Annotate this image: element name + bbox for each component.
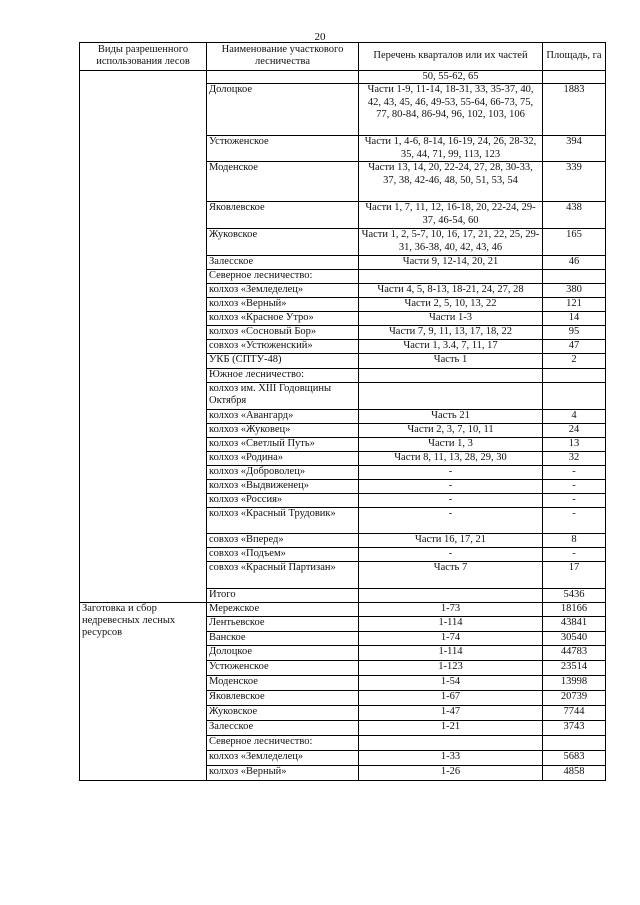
table-header-row xyxy=(80,43,606,71)
forestry-name-cell: Залесское xyxy=(207,720,359,735)
area-cell: 46 xyxy=(543,256,606,270)
area-cell: 380 xyxy=(543,284,606,298)
quarters-cell xyxy=(359,735,543,750)
quarters-cell: Части 1, 2, 5-7, 10, 16, 17, 21, 22, 25, 29-31, 36-38, 40, 42, 43, 46 xyxy=(359,229,543,256)
quarters-cell: Части 2, 5, 10, 13, 22 xyxy=(359,298,543,312)
area-cell: 13 xyxy=(543,437,606,451)
area-cell xyxy=(543,369,606,382)
quarters-cell: Части 8, 11, 13, 28, 29, 30 xyxy=(359,451,543,465)
area-cell: 44783 xyxy=(543,645,606,660)
forestry-name-cell: колхоз им. XIII Годовщины Октября xyxy=(207,382,359,409)
area-cell: 394 xyxy=(543,136,606,162)
forestry-name-cell: Жуковское xyxy=(207,705,359,720)
quarters-cell: 1-67 xyxy=(359,690,543,705)
forestry-name-cell: Долоцкое xyxy=(207,645,359,660)
area-cell: 20739 xyxy=(543,690,606,705)
header-use-type: Виды разрешенного использования лесов xyxy=(80,43,207,71)
quarters-cell: 1-26 xyxy=(359,765,543,780)
forestry-name-cell: Яковлевское xyxy=(207,202,359,229)
area-cell: 14 xyxy=(543,312,606,326)
area-cell: 4858 xyxy=(543,765,606,780)
forestry-name-cell: Лентьевское xyxy=(207,616,359,631)
area-cell: 165 xyxy=(543,229,606,256)
quarters-cell: 1-54 xyxy=(359,675,543,690)
forestry-name-cell: колхоз «Сосновый Бор» xyxy=(207,326,359,340)
quarters-cell: Части 9, 12-14, 20, 21 xyxy=(359,256,543,270)
forestry-name-cell: совхоз «Устюженский» xyxy=(207,340,359,354)
area-cell: 2 xyxy=(543,354,606,369)
header-forestry-name: Наименование участкового лесничества xyxy=(207,43,359,71)
area-cell: 5683 xyxy=(543,750,606,765)
quarters-cell: 1-74 xyxy=(359,631,543,645)
forestry-name-cell: колхоз «Светлый Путь» xyxy=(207,437,359,451)
forestry-name-cell: Жуковское xyxy=(207,229,359,256)
area-cell: 30540 xyxy=(543,631,606,645)
forestry-name-cell: Устюженское xyxy=(207,136,359,162)
forestry-name-cell: Южное лесничество: xyxy=(207,369,359,382)
table-row xyxy=(80,602,606,616)
area-cell: 438 xyxy=(543,202,606,229)
quarters-cell: Части 1, 3 xyxy=(359,437,543,451)
quarters-cell xyxy=(359,382,543,409)
area-cell: 8 xyxy=(543,533,606,547)
quarters-cell: Часть 1 xyxy=(359,354,543,369)
quarters-cell: 1-33 xyxy=(359,750,543,765)
area-cell: - xyxy=(543,507,606,533)
area-cell xyxy=(543,735,606,750)
quarters-cell: Части 13, 14, 20, 22-24, 27, 28, 30-33, 37, 38, 42-46, 48, 50, 51, 53, 54 xyxy=(359,162,543,202)
quarters-cell: Части 4, 5, 8-13, 18-21, 24, 27, 28 xyxy=(359,284,543,298)
use-category-cell xyxy=(80,70,207,602)
forestry-name-cell: Мережское xyxy=(207,602,359,616)
quarters-cell: 1-114 xyxy=(359,616,543,631)
quarters-cell xyxy=(359,270,543,284)
quarters-cell: - xyxy=(359,465,543,479)
quarters-cell: Части 2, 3, 7, 10, 11 xyxy=(359,423,543,437)
area-cell: 4 xyxy=(543,409,606,423)
area-cell: - xyxy=(543,465,606,479)
forestry-name-cell: Моденское xyxy=(207,162,359,202)
forestry-name-cell: колхоз «Жуковец» xyxy=(207,423,359,437)
area-cell: 1883 xyxy=(543,84,606,136)
quarters-cell: Часть 7 xyxy=(359,561,543,588)
forestry-name-cell: колхоз «Красный Трудовик» xyxy=(207,507,359,533)
forestry-name-cell: Ванское xyxy=(207,631,359,645)
area-cell: 17 xyxy=(543,561,606,588)
use-category-cell: Заготовка и сбор недревесных лесных ресурсов xyxy=(80,602,207,780)
forestry-name-cell: Яковлевское xyxy=(207,690,359,705)
quarters-cell: Части 1-9, 11-14, 18-31, 33, 35-37, 40, 42, 43, 45, 46, 49-53, 55-64, 66-73, 75, 77, 80-84, 86-94, 96, 102, 103, 106 xyxy=(359,84,543,136)
forestry-name-cell: колхоз «Авангард» xyxy=(207,409,359,423)
quarters-cell: Части 7, 9, 11, 13, 17, 18, 22 xyxy=(359,326,543,340)
header-quarters-list: Перечень кварталов или их частей xyxy=(359,43,543,71)
area-cell: 47 xyxy=(543,340,606,354)
area-cell: 3743 xyxy=(543,720,606,735)
quarters-cell: 1-123 xyxy=(359,660,543,675)
area-cell: - xyxy=(543,479,606,493)
area-cell: 18166 xyxy=(543,602,606,616)
area-cell: 121 xyxy=(543,298,606,312)
quarters-cell: - xyxy=(359,479,543,493)
forestry-name-cell: Моденское xyxy=(207,675,359,690)
forestry-name-cell: колхоз «Россия» xyxy=(207,493,359,507)
area-cell: 7744 xyxy=(543,705,606,720)
quarters-cell: - xyxy=(359,507,543,533)
area-cell xyxy=(543,70,606,83)
forestry-name-cell: колхоз «Выдвиженец» xyxy=(207,479,359,493)
area-cell: 23514 xyxy=(543,660,606,675)
page-number: 20 xyxy=(314,31,326,43)
quarters-cell: Части 1, 7, 11, 12, 16-18, 20, 22-24, 29-37, 46-54, 60 xyxy=(359,202,543,229)
quarters-cell: Части 16, 17, 21 xyxy=(359,533,543,547)
area-cell: 24 xyxy=(543,423,606,437)
table-body xyxy=(80,70,606,780)
forestry-name-cell xyxy=(207,70,359,83)
area-cell: 13998 xyxy=(543,675,606,690)
area-cell xyxy=(543,270,606,284)
quarters-cell: Части 1, 3.4, 7, 11, 17 xyxy=(359,340,543,354)
forestry-name-cell: совхоз «Красный Партизан» xyxy=(207,561,359,588)
forestry-name-cell: УКБ (СПТУ-48) xyxy=(207,354,359,369)
area-cell: 32 xyxy=(543,451,606,465)
quarters-cell xyxy=(359,588,543,602)
forestry-name-cell: колхоз «Земледелец» xyxy=(207,750,359,765)
forestry-name-cell: Итого xyxy=(207,588,359,602)
quarters-cell: - xyxy=(359,493,543,507)
quarters-cell: 1-114 xyxy=(359,645,543,660)
header-area: Площадь, га xyxy=(543,43,606,71)
area-cell: 5436 xyxy=(543,588,606,602)
forestry-name-cell: колхоз «Верный» xyxy=(207,298,359,312)
area-cell: 43841 xyxy=(543,616,606,631)
forestry-name-cell: колхоз «Верный» xyxy=(207,765,359,780)
quarters-cell: 1-21 xyxy=(359,720,543,735)
quarters-cell xyxy=(359,369,543,382)
forestry-name-cell: совхоз «Подъем» xyxy=(207,547,359,561)
area-cell: 339 xyxy=(543,162,606,202)
quarters-cell: Часть 21 xyxy=(359,409,543,423)
quarters-cell: 1-73 xyxy=(359,602,543,616)
forestry-name-cell: Залесское xyxy=(207,256,359,270)
area-cell: - xyxy=(543,493,606,507)
area-cell: 95 xyxy=(543,326,606,340)
area-cell xyxy=(543,382,606,409)
forestry-name-cell: Северное лесничество: xyxy=(207,270,359,284)
quarters-cell: 50, 55-62, 65 xyxy=(359,70,543,83)
area-cell: - xyxy=(543,547,606,561)
forestry-name-cell: колхоз «Красное Утро» xyxy=(207,312,359,326)
forestry-name-cell: Устюженское xyxy=(207,660,359,675)
forestry-name-cell: совхоз «Вперед» xyxy=(207,533,359,547)
quarters-cell: Части 1, 4-6, 8-14, 16-19, 24, 26, 28-32, 35, 44, 71, 99, 113, 123 xyxy=(359,136,543,162)
forestry-name-cell: Северное лесничество: xyxy=(207,735,359,750)
table-row xyxy=(80,70,606,83)
quarters-cell: - xyxy=(359,547,543,561)
quarters-cell: Части 1-3 xyxy=(359,312,543,326)
forestry-name-cell: Долоцкое xyxy=(207,84,359,136)
forestry-name-cell: колхоз «Земледелец» xyxy=(207,284,359,298)
forest-use-table xyxy=(79,42,606,781)
forestry-name-cell: колхоз «Родина» xyxy=(207,451,359,465)
quarters-cell: 1-47 xyxy=(359,705,543,720)
forestry-name-cell: колхоз «Доброволец» xyxy=(207,465,359,479)
